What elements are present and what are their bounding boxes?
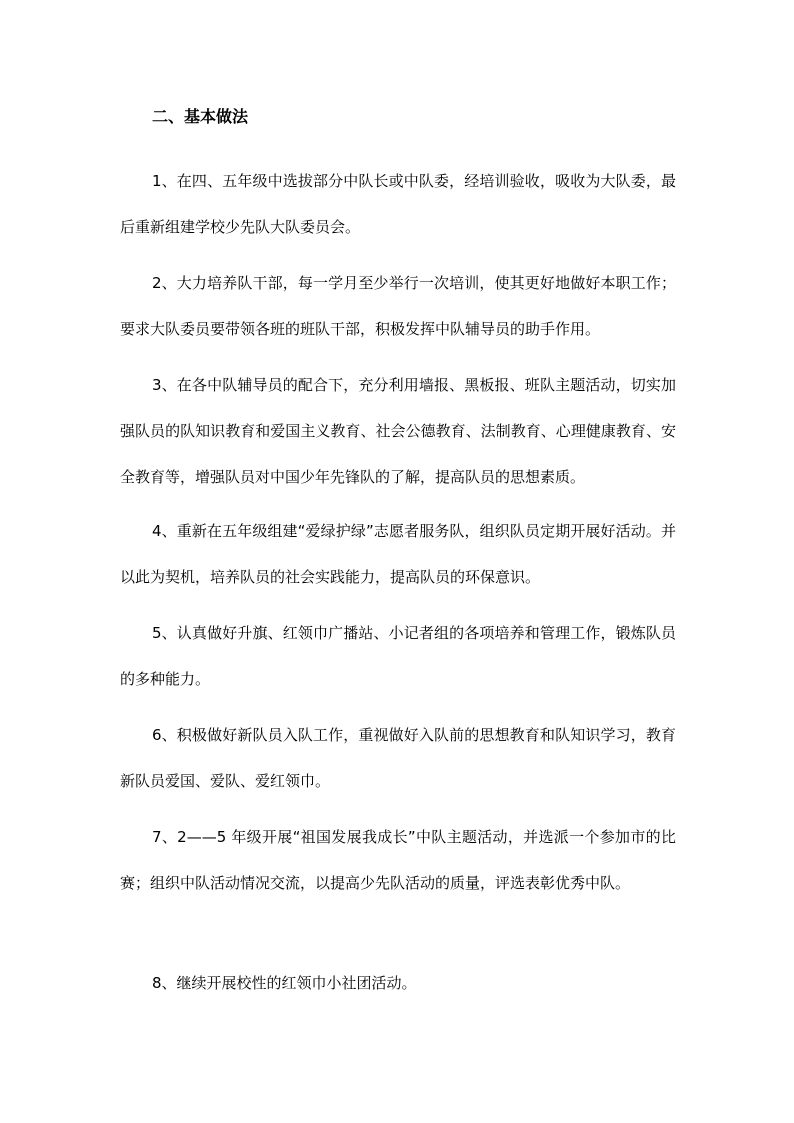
paragraph-1: 1、在四、五年级中选拔部分中队长或中队委，经培训验收，吸收为大队委，最后重新组建学校少先队大队委员会。 <box>120 172 676 236</box>
paragraph-5: 5、认真做好升旗、红领巾广播站、小记者组的各项培养和管理工作，锻炼队员的多种能力。 <box>120 624 676 688</box>
paragraph-4: 4、重新在五年级组建“爱绿护绿”志愿者服务队，组织队员定期开展好活动。并以此为契机，培养队员的社会实践能力，提高队员的环保意识。 <box>120 522 676 586</box>
paragraph-3: 3、在各中队辅导员的配合下，充分利用墙报、黑板报、班队主题活动，切实加强队员的队知识教育和爱国主义教育、社会公德教育、法制教育、心理健康教育、安全教育等，增强队员对中国少年先锋队的了解，提高队员的思想素质。 <box>120 376 676 486</box>
section-heading: 二、基本做法 <box>152 107 249 126</box>
paragraph-2: 2、大力培养队干部，每一学月至少举行一次培训，使其更好地做好本职工作；要求大队委员要带领各班的班队干部，积极发挥中队辅导员的助手作用。 <box>120 274 676 338</box>
paragraph-6: 6、积极做好新队员入队工作，重视做好入队前的思想教育和队知识学习，教育新队员爱国、爱队、爱红领巾。 <box>120 726 676 790</box>
paragraph-7: 7、2——5 年级开展“祖国发展我成长”中队主题活动，并选派一个参加市的比赛；组织中队活动情况交流，以提高少先队活动的质量，评选表彰优秀中队。 <box>120 828 676 892</box>
paragraph-8: 8、继续开展校性的红领巾小社团活动。 <box>152 974 417 992</box>
